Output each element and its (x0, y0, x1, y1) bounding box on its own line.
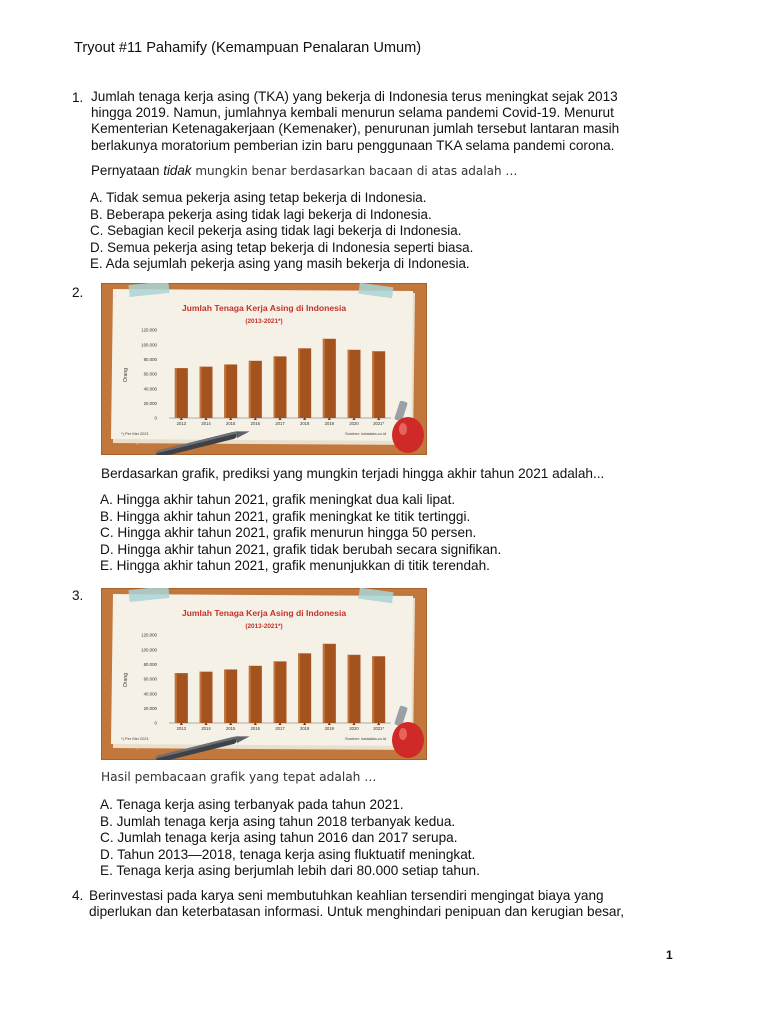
y-tick-label: 40.000 (143, 691, 157, 697)
x-tick-label: 2013 (176, 726, 186, 731)
question-4-passage (89, 888, 689, 920)
bar-highlight (224, 669, 226, 723)
y-tick-label: 120.000 (141, 632, 157, 638)
option-e[interactable]: E. Hingga akhir tahun 2021, grafik menunjukkan di titik terendah. (100, 558, 490, 573)
prompt-italic: tidak (163, 163, 192, 178)
chart-footnote: *) Per Mei 2021 (121, 736, 149, 741)
x-tick-label: 2020 (349, 726, 359, 731)
chart-subtitle: (2013-2021*) (245, 623, 283, 630)
y-tick-label: 120.000 (141, 327, 157, 333)
y-tick-label: 20.000 (143, 400, 157, 406)
bar-highlight (323, 644, 325, 723)
bar-highlight (348, 350, 350, 418)
y-tick-label: 80.000 (143, 661, 157, 667)
bar-highlight (224, 364, 226, 418)
question-1-passage (91, 89, 691, 154)
option-a[interactable]: A. Tenaga kerja asing terbanyak pada tahun 2021. (100, 797, 404, 812)
chart-card-q3 (101, 588, 427, 760)
y-tick-label: 20.000 (143, 705, 157, 711)
x-tick-label: 2016 (250, 421, 260, 426)
option-b[interactable]: B. Jumlah tenaga kerja asing tahun 2018 terbanyak kedua. (100, 813, 456, 829)
x-tick-label: 2014 (201, 421, 211, 426)
x-tick-label: 2021* (373, 421, 385, 426)
option-d[interactable]: D. Hingga akhir tahun 2021, grafik tidak berubah secara signifikan. (100, 541, 502, 557)
chart-watermark: Pahamify (115, 439, 141, 445)
red-bottle-shine (399, 423, 407, 435)
x-tick-label: 2013 (176, 421, 186, 426)
chart-card-q2 (101, 283, 427, 455)
prompt-text: Pernyataan (91, 163, 164, 178)
option-c[interactable]: C. Sebagian kecil pekerja asing tidak lagi bekerja di Indonesia. (90, 223, 462, 238)
y-tick-label: 60.000 (143, 676, 157, 682)
bar-highlight (274, 661, 276, 723)
bar-chart (101, 588, 427, 760)
bar-highlight (298, 348, 300, 418)
red-bottle (392, 417, 424, 453)
passage-line: Kementerian Ketenagakerjaan (Kemenaker), penurunan jumlah tersebut lantaran masih (91, 121, 620, 137)
x-tick-label: 2019 (324, 421, 334, 426)
y-tick-label: 40.000 (143, 386, 157, 392)
chart-footnote: *) Per Mei 2021 (121, 431, 149, 436)
x-tick-label: 2021* (373, 726, 385, 731)
red-bottle-shine (399, 728, 407, 740)
bar-highlight (348, 655, 350, 723)
passage-line: diperlukan dan keterbatasan informasi. Untuk menghindari penipuan dan kerugian besar, (89, 904, 625, 920)
x-tick-label: 2017 (275, 726, 285, 731)
bar-highlight (200, 672, 202, 723)
chart-subtitle: (2013-2021*) (245, 318, 283, 325)
option-d[interactable]: D. Semua pekerja asing tetap bekerja di Indonesia seperti biasa. (90, 239, 474, 255)
y-tick-label: 100.000 (141, 647, 157, 653)
chart-watermark: Pahamify (115, 744, 141, 750)
x-tick-label: 2018 (300, 421, 310, 426)
bar-highlight (249, 666, 251, 723)
y-tick-label: 0 (154, 720, 157, 726)
option-b[interactable]: B. Hingga akhir tahun 2021, grafik meningkat ke titik tertinggi. (100, 508, 471, 524)
x-tick-label: 2016 (250, 726, 260, 731)
question-1-number: 1. (72, 90, 84, 105)
option-d[interactable]: D. Tahun 2013—2018, tenaga kerja asing fluktuatif meningkat. (100, 846, 476, 862)
question-4-number: 4. (72, 888, 84, 903)
x-tick-label: 2020 (349, 421, 359, 426)
passage-line: Jumlah tenaga kerja asing (TKA) yang bekerja di Indonesia terus meningkat sejak 2013 (91, 89, 618, 104)
page-title: Tryout #11 Pahamify (Kemampuan Penalaran Umum) (74, 40, 422, 56)
bar-chart (101, 283, 427, 455)
x-tick-label: 2019 (324, 726, 334, 731)
question-1-options (90, 190, 473, 273)
x-tick-label: 2014 (201, 726, 211, 731)
bar-highlight (200, 367, 202, 418)
bar-highlight (372, 351, 374, 418)
chart-title: Jumlah Tenaga Kerja Asing di Indonesia (181, 608, 347, 618)
passage-line: Berinvestasi pada karya seni membutuhkan keahlian tersendiri mengingat biaya yang (89, 888, 604, 903)
question-2-options (100, 492, 501, 575)
option-e[interactable]: E. Ada sejumlah pekerja asing yang masih bekerja di Indonesia. (90, 256, 470, 271)
x-tick-label: 2015 (226, 421, 236, 426)
passage-line: hingga 2019. Namun, jumlahnya kembali menurun selama pandemi Covid-19. Menurut (91, 105, 614, 121)
question-3-number: 3. (72, 588, 84, 603)
red-bottle (392, 722, 424, 758)
x-tick-label: 2015 (226, 726, 236, 731)
x-tick-label: 2017 (275, 421, 285, 426)
bar-highlight (298, 653, 300, 723)
bar-highlight (323, 339, 325, 418)
page-number: 1 (666, 948, 673, 962)
option-c[interactable]: C. Hingga akhir tahun 2021, grafik menurun hingga 50 persen. (100, 525, 477, 540)
y-axis-label: Orang (123, 673, 129, 687)
question-2-prompt: Berdasarkan grafik, prediksi yang mungkin terjadi hingga akhir tahun 2021 adalah... (101, 466, 605, 481)
y-tick-label: 100.000 (141, 342, 157, 348)
x-tick-label: 2018 (300, 726, 310, 731)
chart-source: Sumber: katadata.co.id (345, 736, 387, 741)
bar-highlight (175, 673, 177, 723)
question-1-prompt (91, 163, 517, 178)
question-3-options (100, 797, 480, 880)
passage-line: berlakunya moratorium pemberian izin baru penggunaan TKA selama pandemi corona. (91, 137, 615, 153)
option-a[interactable]: A. Tidak semua pekerja asing tetap bekerja di Indonesia. (90, 190, 427, 205)
y-axis-label: Orang (123, 368, 129, 382)
chart-title: Jumlah Tenaga Kerja Asing di Indonesia (181, 303, 347, 313)
bar-highlight (175, 368, 177, 418)
y-tick-label: 60.000 (143, 371, 157, 377)
option-a[interactable]: A. Hingga akhir tahun 2021, grafik meningkat dua kali lipat. (100, 492, 456, 507)
prompt-text: mungkin benar berdasarkan bacaan di atas adalah … (191, 164, 518, 178)
y-tick-label: 80.000 (143, 356, 157, 362)
y-tick-label: 0 (154, 415, 157, 421)
bar-highlight (372, 656, 374, 723)
chart-source: Sumber: katadata.co.id (345, 431, 387, 436)
option-c[interactable]: C. Jumlah tenaga kerja asing tahun 2016 dan 2017 serupa. (100, 830, 458, 845)
bar-highlight (274, 356, 276, 418)
question-3-prompt: Hasil pembacaan grafik yang tepat adalah … (101, 770, 377, 784)
bar-highlight (249, 361, 251, 418)
option-e[interactable]: E. Tenaga kerja asing berjumlah lebih dari 80.000 setiap tahun. (100, 863, 480, 878)
option-b[interactable]: B. Beberapa pekerja asing tidak lagi bekerja di Indonesia. (90, 206, 432, 222)
question-2-number: 2. (72, 285, 84, 300)
